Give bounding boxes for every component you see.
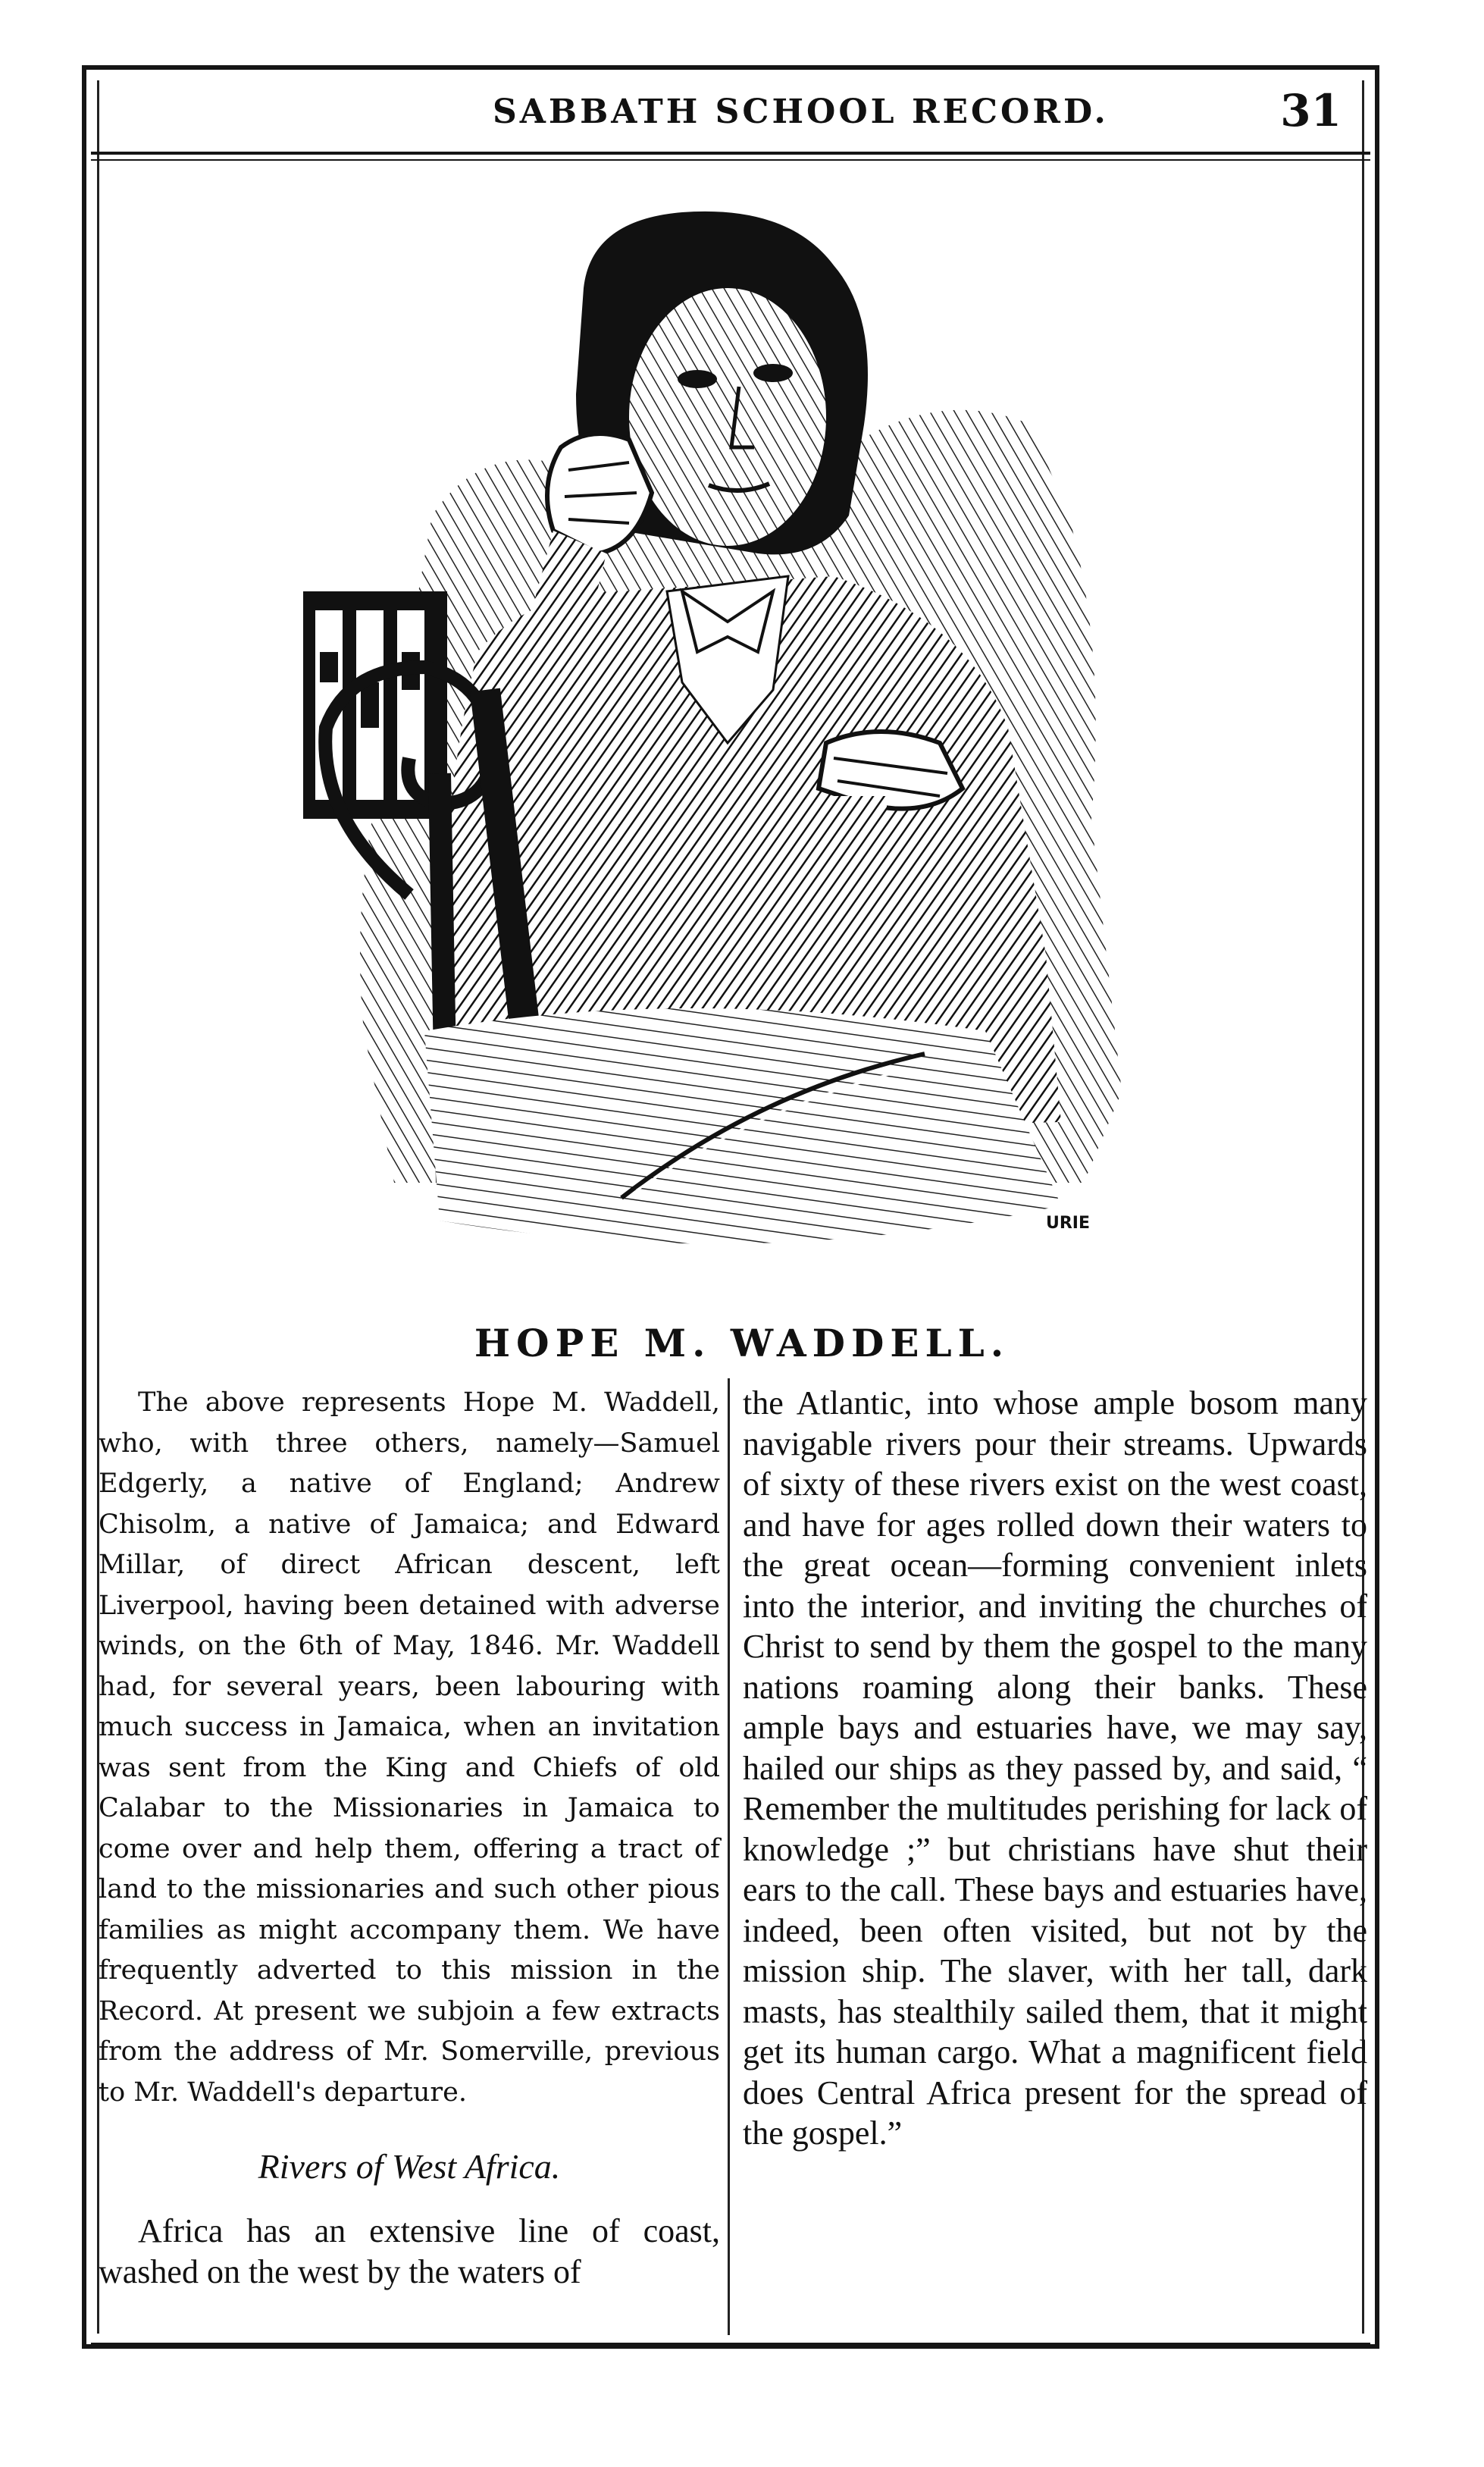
continued-paragraph: the Atlantic, into whose ample bosom many navigable rivers pour their streams. Upwards of sixty of these rivers exist on the west coast, and have for ages rolled down their waters to the great ocean—forming convenient inlets into the interior, and inviting the churches of Christ to send by them the gospel to the many nations roaming along their banks. These ample bays and estuaries have, we may say, hailed our ships as they passed by, and said, “ Remember the multitudes perishing for lack of knowledge ;” but christians have shut their ears to the call. These bays and estuaries have, indeed, been often visited, but not by the mission ship. The slaver, with her tall, dark masts, has stealthily sailed them, that it might get its human cargo. What a magnificent field does Central Africa present for the spread of the gospel.” [743,1384,1367,2152]
intro-paragraph: The above represents Hope M. Waddell, who, with three others, namely—Samuel Edgerly, a native of England; Andrew Chisolm, a native of Jamaica; and Edward Millar, of direct African descent, left Liverpool, having been detained with adverse winds, on the 6th of May, 1846. Mr. Waddell had, for several years, been labouring with much success in Jamaica, when an invitation was sent from the King and Chiefs of old Calabar to the Missionaries in Jamaica to come over and help them, offering a tract of land to the missionaries and such other pious families as might accompany them. We have frequently adverted to this mission in the Record. At present we subjoin a few extracts from the address of Mr. Somerville, previous to Mr. Waddell's departure. [99,1387,720,2108]
bottom-rule [91,2343,1370,2346]
left-column [99,1383,720,2292]
section-heading: Rivers of West Africa. [258,2147,561,2186]
portrait-engraving [303,197,1144,1304]
running-title: SABBATH SCHOOL RECORD. [493,92,1109,131]
body-paragraph: Africa has an extensive line of coast, washed on the west by the waters of [99,2212,720,2290]
header-rule-thin [91,159,1370,161]
figure-caption: HOPE M. WADDELL. [474,1321,1010,1365]
desk [424,1008,1061,1244]
page-number: 31 [1280,85,1342,136]
page-header [91,79,1370,162]
header-rule-thick [91,152,1370,155]
right-column [743,1383,1367,2154]
engraver-mark: URIE [1046,1214,1091,1233]
column-divider [728,1378,730,2335]
